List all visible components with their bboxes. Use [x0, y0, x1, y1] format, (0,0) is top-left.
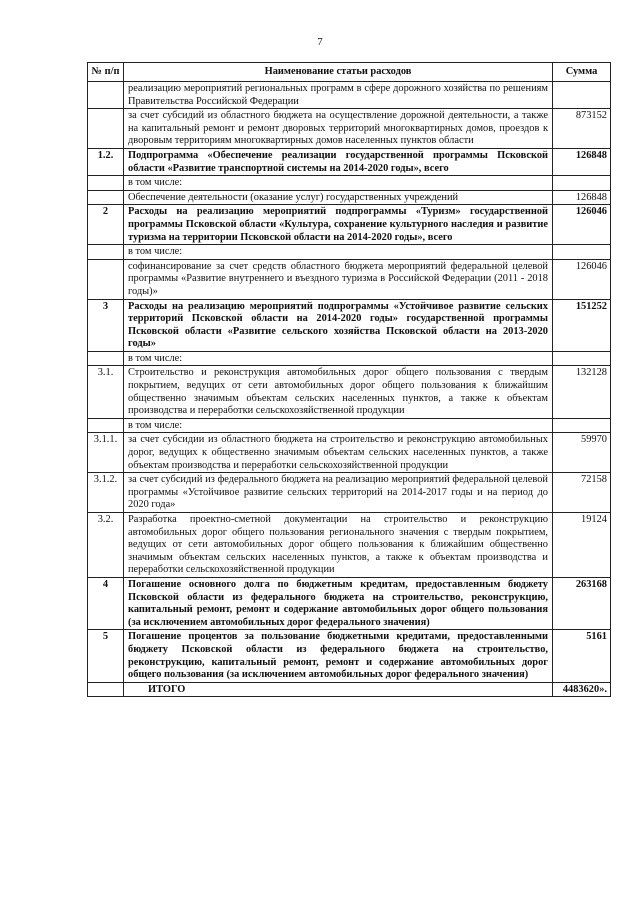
row-sum: 151252	[553, 299, 611, 351]
row-num	[88, 109, 124, 149]
table-row	[88, 148, 611, 175]
row-sum: 873152	[553, 109, 611, 149]
table-row	[88, 366, 611, 418]
header-name: Наименование статьи расходов	[124, 63, 553, 82]
total-row	[88, 682, 611, 697]
row-num	[88, 190, 124, 205]
table-header-row	[88, 63, 611, 82]
table-row	[88, 205, 611, 245]
table-row	[88, 190, 611, 205]
table-row	[88, 176, 611, 191]
row-name: Обеспечение деятельности (оказание услуг) государственных учреждений	[124, 190, 553, 205]
row-num: 3.1.1.	[88, 433, 124, 473]
row-sum: 126848	[553, 148, 611, 175]
row-sum	[553, 245, 611, 260]
row-sum: 126046	[553, 205, 611, 245]
expenses-table	[87, 62, 611, 697]
row-name: в том числе:	[124, 245, 553, 260]
table-row	[88, 299, 611, 351]
row-num	[88, 82, 124, 109]
row-num: 3.2.	[88, 513, 124, 578]
row-name: за счет субсидий из областного бюджета на осуществление дорожной деятельности, а также на капитальный ремонт и ремонт дворовых территорий многоквартирных домов, проездов к дворовым территориям многоквартирных домов населенных пунктов области	[124, 109, 553, 149]
row-num	[88, 176, 124, 191]
row-name: Расходы на реализацию мероприятий подпрограммы «Туризм» государственной программы Псковской области «Культура, сохранение культурного наследия и развитие туризма на территории Псковской области на 2014-2020 годы», всего	[124, 205, 553, 245]
row-sum: 132128	[553, 366, 611, 418]
row-sum: 72158	[553, 473, 611, 513]
row-num	[88, 418, 124, 433]
row-name: в том числе:	[124, 351, 553, 366]
table-row	[88, 245, 611, 260]
table-row	[88, 473, 611, 513]
row-name: Погашение основного долга по бюджетным кредитам, предоставленным бюджету Псковской области из федерального бюджета на строительство, реконструкцию, капитальный ремонт, ремонт и содержание автомобильных дорог общего пользования (за исключением автомобильных дорог федерального значения)	[124, 577, 553, 629]
row-num: 3.1.2.	[88, 473, 124, 513]
row-name: Расходы на реализацию мероприятий подпрограммы «Устойчивое развитие сельских территорий Псковской области на 2014-2020 годы» государственной программы Псковской области «Развитие сельского хозяйства Псковской области на 2013-2020 годы»	[124, 299, 553, 351]
total-label: ИТОГО	[124, 682, 553, 697]
row-num: 1.2.	[88, 148, 124, 175]
table-row	[88, 82, 611, 109]
row-sum: 126046	[553, 259, 611, 299]
table-row	[88, 351, 611, 366]
table-row	[88, 577, 611, 629]
row-sum	[553, 176, 611, 191]
table-row	[88, 259, 611, 299]
row-num: 3.1.	[88, 366, 124, 418]
row-sum	[553, 418, 611, 433]
table-row	[88, 433, 611, 473]
row-sum	[553, 82, 611, 109]
header-sum: Сумма	[553, 63, 611, 82]
row-num: 3	[88, 299, 124, 351]
row-name: Погашение процентов за пользование бюджетными кредитами, предоставленными бюджету Псковской области из федерального бюджета на строительство, реконструкцию, капитальный ремонт, ремонт и содержание автомобильных дорог общего пользования (за исключением автомобильных дорог федерального значения)	[124, 630, 553, 682]
table-row	[88, 109, 611, 149]
table-row	[88, 418, 611, 433]
row-num	[88, 259, 124, 299]
row-num: 4	[88, 577, 124, 629]
row-sum: 263168	[553, 577, 611, 629]
row-sum: 126848	[553, 190, 611, 205]
row-num: 5	[88, 630, 124, 682]
row-name: за счет субсидий из федерального бюджета на реализацию мероприятий федеральной целевой программы «Устойчивое развитие сельских территорий на 2014-2017 годы и на период до 2020 года»	[124, 473, 553, 513]
row-name: Строительство и реконструкция автомобильных дорог общего пользования с твердым покрытием, ведущих от сети автомобильных дорог общего пользования к ближайшим общественно значимым объектам сельских населенных пунктов, а также к объектам производства и переработки сельскохозяйственной продукции	[124, 366, 553, 418]
row-name: за счет субсидии из областного бюджета на строительство и реконструкцию автомобильных дорог, ведущих к общественно значимым объектам сельских населенных пунктов, а также объектам производства и переработки сельскохозяйственной продукции	[124, 433, 553, 473]
table-row	[88, 513, 611, 578]
row-sum: 59970	[553, 433, 611, 473]
table-row	[88, 630, 611, 682]
header-num: № п/п	[88, 63, 124, 82]
row-name: софинансирование за счет средств областного бюджета мероприятий федеральной целевой программы «Развитие внутреннего и въездного туризма в Российской Федерации (2011 - 2018 годы)»	[124, 259, 553, 299]
row-name: в том числе:	[124, 418, 553, 433]
row-name: Подпрограмма «Обеспечение реализации государственной программы Псковской области «Развитие транспортной системы на 2014-2020 годы», всего	[124, 148, 553, 175]
total-sum: 4483620».	[553, 682, 611, 697]
row-sum: 5161	[553, 630, 611, 682]
row-sum: 19124	[553, 513, 611, 578]
row-sum	[553, 351, 611, 366]
row-name: Разработка проектно-сметной документации на строительство и реконструкцию автомобильных дорог общего пользования регионального значения с твердым покрытием, ведущих от сети автомобильных дорог общего пользования к ближайшим общественно значимым объектам сельских населенных пунктов, а также к объектам производства и переработки сельскохозяйственной продукции	[124, 513, 553, 578]
row-name: реализацию мероприятий региональных программ в сфере дорожного хозяйства по решениям Правительства Российской Федерации	[124, 82, 553, 109]
row-num	[88, 351, 124, 366]
row-name: в том числе:	[124, 176, 553, 191]
row-num	[88, 245, 124, 260]
table-body	[88, 82, 611, 683]
total-num	[88, 682, 124, 697]
row-num: 2	[88, 205, 124, 245]
page-number: 7	[317, 36, 323, 48]
